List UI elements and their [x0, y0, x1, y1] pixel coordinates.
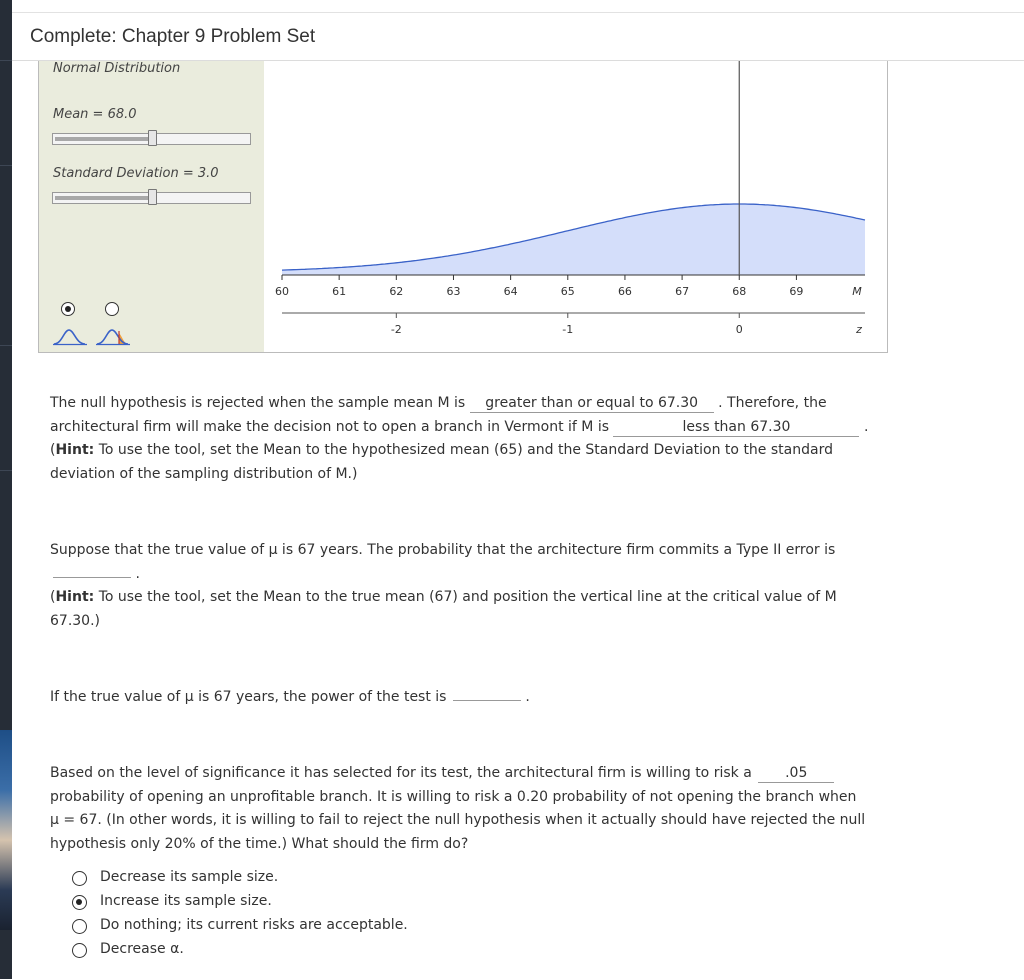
q2-hint-paren: ( [50, 589, 56, 605]
tool-controls [39, 61, 264, 352]
q1-hint-paren: ( [50, 442, 56, 458]
mode-radio-one-tail[interactable] [61, 302, 75, 316]
q1-text-3: architectural firm will make the decision not to open a branch in Vermont if M is [50, 418, 610, 435]
x-axis-label: M [852, 285, 862, 298]
question-3 [50, 686, 530, 710]
z-axis-label: z [856, 323, 862, 336]
q4-line-1 [50, 762, 865, 786]
sidebar-divider [0, 470, 12, 471]
z-tick-label: -2 [390, 323, 402, 336]
q1-hint-text: To use the tool, set the Mean to the hypothesized mean (65) and the Standard Deviation to the standard [94, 442, 833, 458]
mean-label: Mean = 68.0 [53, 107, 137, 122]
sidebar-divider [0, 165, 12, 166]
normal-curve-icon[interactable] [52, 328, 88, 346]
mean-slider[interactable] [52, 133, 251, 145]
q4-line-2: probability of opening an unprofitable branch. It is willing to risk a 0.20 probability of not opening the branch when [50, 788, 857, 805]
left-sidebar-edge [0, 0, 12, 979]
curve-area [282, 204, 865, 275]
q1-hint-label: Hint: [55, 442, 95, 458]
q2-hint-line-2: 67.30.) [50, 612, 100, 629]
x-tick-label: 66 [617, 285, 632, 298]
q4-option-radio[interactable] [72, 919, 87, 934]
z-tick-label: -1 [562, 323, 574, 336]
q4-option-label: Increase its sample size. [100, 893, 272, 909]
mean-slider-thumb[interactable] [148, 130, 157, 146]
q1-text-2: . Therefore, the [718, 395, 827, 411]
q4-line-4: hypothesis only 20% of the time.) What should the firm do? [50, 835, 469, 852]
sidebar-divider [0, 345, 12, 346]
question-4 [50, 762, 865, 856]
shaded-tail-curve-icon[interactable] [95, 328, 131, 346]
q4-option-radio[interactable] [72, 943, 87, 958]
sd-slider[interactable] [52, 192, 251, 204]
x-tick-label: 65 [560, 285, 575, 298]
q1-text-4: . [863, 418, 869, 435]
x-tick-label: 63 [446, 285, 461, 298]
q1-hint-line-2: deviation of the sampling distribution of M.) [50, 465, 358, 482]
mean-value: 68.0 [107, 107, 137, 122]
q4-option-radio[interactable] [72, 871, 87, 886]
q2-answer-line [50, 563, 837, 587]
mean-label-text: Mean [53, 107, 89, 122]
q4-option-radio[interactable] [72, 895, 87, 910]
q1-answer-reject-region[interactable]: greater than or equal to 67.30 [470, 394, 714, 413]
mode-radio-shaded-tail[interactable] [105, 302, 119, 316]
q2-text-2: . [135, 565, 140, 582]
q1-answer-not-open[interactable]: less than 67.30 [613, 418, 859, 437]
tool-heading: Normal Distribution [53, 61, 181, 76]
sidebar-image-edge [0, 730, 12, 930]
problem-card [12, 12, 1024, 980]
q2-hint-label: Hint: [55, 589, 95, 605]
x-tick-label: 60 [275, 285, 289, 298]
sd-label: Standard Deviation = 3.0 [53, 166, 219, 181]
page-header [12, 13, 1024, 61]
question-2 [50, 539, 837, 633]
x-tick-label: 64 [503, 285, 518, 298]
z-tick-label: 0 [735, 323, 743, 336]
sd-slider-fill [55, 196, 150, 200]
q2-text-1: Suppose that the true value of μ is 67 years. The probability that the architecture firm commits a Type II error is [50, 542, 836, 558]
q3-answer-power[interactable] [453, 700, 521, 701]
mean-slider-fill [55, 137, 150, 141]
x-tick-label: 68 [732, 285, 747, 298]
q4-option-label: Decrease α. [100, 941, 184, 957]
x-tick-label: 67 [675, 285, 690, 298]
normal-distribution-tool [38, 61, 888, 353]
q3-text-1: If the true value of μ is 67 years, the power of the test is [50, 689, 447, 705]
q1-line-2 [50, 416, 868, 440]
page-title: Complete: Chapter 9 Problem Set [30, 26, 316, 47]
question-1 [50, 392, 868, 486]
q2-hint-text: To use the tool, set the Mean to the true mean (67) and position the vertical line at the critical value of M [94, 589, 837, 605]
q2-hint [50, 586, 837, 610]
q4-line-3: μ = 67. (In other words, it is willing to fail to reject the null hypothesis when it actually should have rejected the null [50, 812, 866, 828]
sd-slider-thumb[interactable] [148, 189, 157, 205]
q1-line-1 [50, 392, 868, 416]
q3-line [50, 686, 530, 710]
x-tick-label: 69 [789, 285, 804, 298]
distribution-plot[interactable] [264, 61, 887, 352]
q1-text-1: The null hypothesis is rejected when the sample mean M is [50, 395, 466, 411]
q3-text-2: . [525, 689, 530, 705]
x-tick-label: 62 [389, 285, 404, 298]
q4-text-1: Based on the level of significance it has selected for its test, the architectural firm is willing to risk a [50, 765, 752, 781]
q2-answer-type2-error[interactable] [53, 577, 131, 578]
q4-option-label: Do nothing; its current risks are acceptable. [100, 917, 408, 933]
q1-hint [50, 439, 868, 463]
sd-value: 3.0 [197, 166, 219, 181]
q4-option-label: Decrease its sample size. [100, 869, 279, 885]
q4-answer-alpha[interactable]: .05 [758, 764, 834, 783]
x-tick-label: 61 [332, 285, 347, 298]
sidebar-divider [0, 60, 12, 61]
sd-label-text: Standard Deviation [53, 166, 179, 181]
